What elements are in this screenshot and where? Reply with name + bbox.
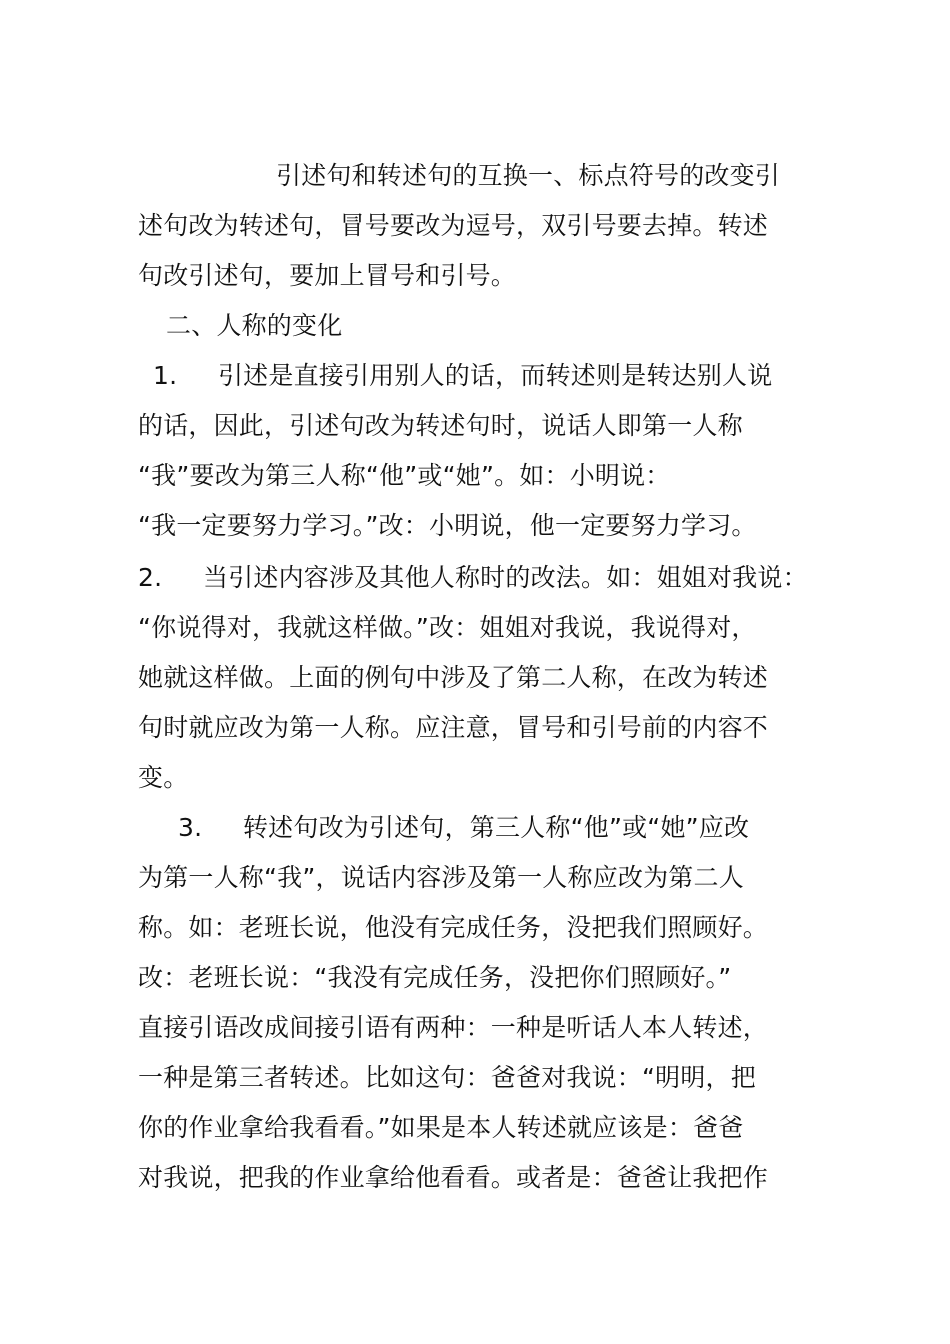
paragraph-line: 一种是第三者转述。比如这句：爸爸对我说：“明明，把 bbox=[138, 1063, 756, 1092]
paragraph-line: 她就这样做。上面的例句中涉及了第二人称，在改为转述 bbox=[138, 663, 769, 692]
paragraph-line: 述句改为转述句，冒号要改为逗号，双引号要去掉。转述 bbox=[138, 211, 769, 240]
paragraph-line: 为第一人称“我”，说话内容涉及第一人称应改为第二人 bbox=[138, 863, 744, 892]
paragraph-line: 2. 当引述内容涉及其他人称时的改法。如：姐姐对我说： bbox=[138, 563, 808, 592]
paragraph-line: 句时就应改为第一人称。应注意，冒号和引号前的内容不 bbox=[138, 713, 769, 742]
paragraph-line: 对我说，把我的作业拿给他看看。或者是：爸爸让我把作 bbox=[138, 1163, 769, 1192]
paragraph-line: 改：老班长说：“我没有完成任务，没把你们照顾好。” bbox=[138, 963, 732, 992]
paragraph-line: 引述句和转述句的互换一、标点符号的改变引 bbox=[276, 161, 781, 190]
paragraph-line: 直接引语改成间接引语有两种：一种是听话人本人转述， bbox=[138, 1013, 769, 1042]
paragraph-line: 变。 bbox=[138, 763, 189, 792]
paragraph-line: 的话，因此，引述句改为转述句时，说话人即第一人称 bbox=[138, 411, 743, 440]
section-heading: 二、人称的变化 bbox=[166, 311, 343, 340]
paragraph-line: 句改引述句，要加上冒号和引号。 bbox=[138, 261, 517, 290]
paragraph-line: “我”要改为第三人称“他”或“她”。如：小明说： bbox=[138, 461, 671, 490]
paragraph-line: 3. 转述句改为引述句，第三人称“他”或“她”应改 bbox=[178, 813, 750, 842]
paragraph-line: 1. 引述是直接引用别人的话，而转述则是转达别人说 bbox=[153, 361, 773, 390]
paragraph-line: “我一定要努力学习。”改：小明说，他一定要努力学习。 bbox=[138, 511, 757, 540]
paragraph-line: 你的作业拿给我看看。”如果是本人转述就应该是：爸爸 bbox=[138, 1113, 744, 1142]
paragraph-line: “你说得对，我就这样做。”改：姐姐对我说，我说得对， bbox=[138, 613, 757, 642]
paragraph-line: 称。如：老班长说，他没有完成任务，没把我们照顾好。 bbox=[138, 913, 769, 942]
